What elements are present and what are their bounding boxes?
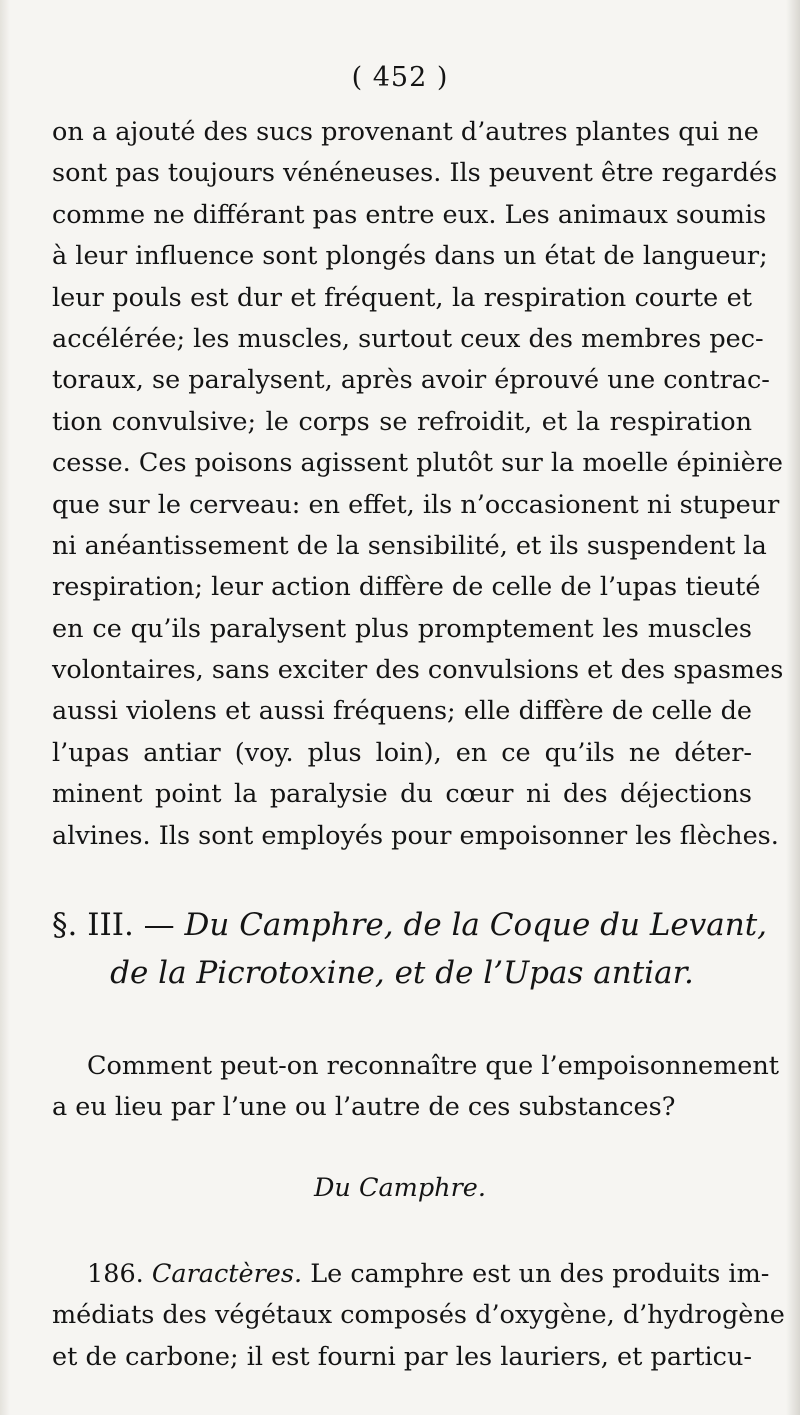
text-line: accélérée; les muscles, surtout ceux des membres pec- xyxy=(52,323,764,354)
section-heading-line-1 xyxy=(52,900,768,950)
subheading: Du Camphre. xyxy=(313,1173,486,1203)
text-line: l’upas antiar (voy. plus loin), en ce qu’ils ne déter- xyxy=(52,737,752,768)
paragraph-186 xyxy=(52,1254,785,1378)
text-line: sont pas toujours vénéneuses. Ils peuvent être regardés xyxy=(52,158,778,189)
section-heading-line-2: de la Picrotoxine, et de l’Upas antiar. xyxy=(110,955,694,991)
question-paragraph xyxy=(52,1046,780,1129)
text-line: tion convulsive; le corps se refroidit, et la respiration xyxy=(52,406,752,437)
text-line: en ce qu’ils paralysent plus promptement les muscles xyxy=(52,613,752,644)
text-line xyxy=(52,1254,770,1295)
paragraph-text: Le camphre est un des produits im- xyxy=(310,1259,770,1289)
text-line: on a ajouté des sucs provenant d’autres plantes qui ne xyxy=(52,117,759,147)
text-line: ni anéantissement de la sensibilité, et ils suspendent la xyxy=(52,530,767,561)
paragraph-number: 186. xyxy=(87,1259,144,1289)
text-line: leur pouls est dur et fréquent, la respiration courte et xyxy=(52,282,752,313)
question-line: a eu lieu par l’une ou l’autre de ces substances? xyxy=(52,1092,676,1123)
text-line: volontaires, sans exciter des convulsions et des spasmes xyxy=(52,655,784,686)
text-line: à leur influence sont plongés dans un état de langueur; xyxy=(52,241,768,272)
text-line: médiats des végétaux composés d’oxygène, d’hydrogène xyxy=(52,1300,785,1331)
section-title-part-1: Du Camphre, de la Coque du Levant, xyxy=(184,907,768,943)
text-line: comme ne différant pas entre eux. Les animaux soumis xyxy=(52,199,767,230)
page-number: ( 452 ) xyxy=(351,62,449,93)
text-line: alvines. Ils sont employés pour empoisonner les flèches. xyxy=(52,820,779,851)
text-line: et de carbone; il est fourni par les lauriers, et particu- xyxy=(52,1341,752,1372)
question-line: Comment peut-on reconnaître que l’empoisonnement xyxy=(87,1051,780,1081)
text-line: aussi violens et aussi fréquens; elle diffère de celle de xyxy=(52,696,752,727)
text-line: minent point la paralysie du cœur ni des déjections xyxy=(52,779,752,810)
text-line: cesse. Ces poisons agissent plutôt sur la moelle épinière xyxy=(52,448,784,479)
text-line: respiration; leur action diffère de celle de l’upas tieuté xyxy=(52,572,761,603)
section-marker: §. III. — xyxy=(52,907,175,943)
text-line: toraux, se paralysent, après avoir éprouvé une contrac- xyxy=(52,365,770,396)
paragraph-label: Caractères. xyxy=(151,1259,303,1289)
text-line: que sur le cerveau: en effet, ils n’occasionent ni stupeur xyxy=(52,489,780,520)
body-paragraph xyxy=(52,112,784,857)
